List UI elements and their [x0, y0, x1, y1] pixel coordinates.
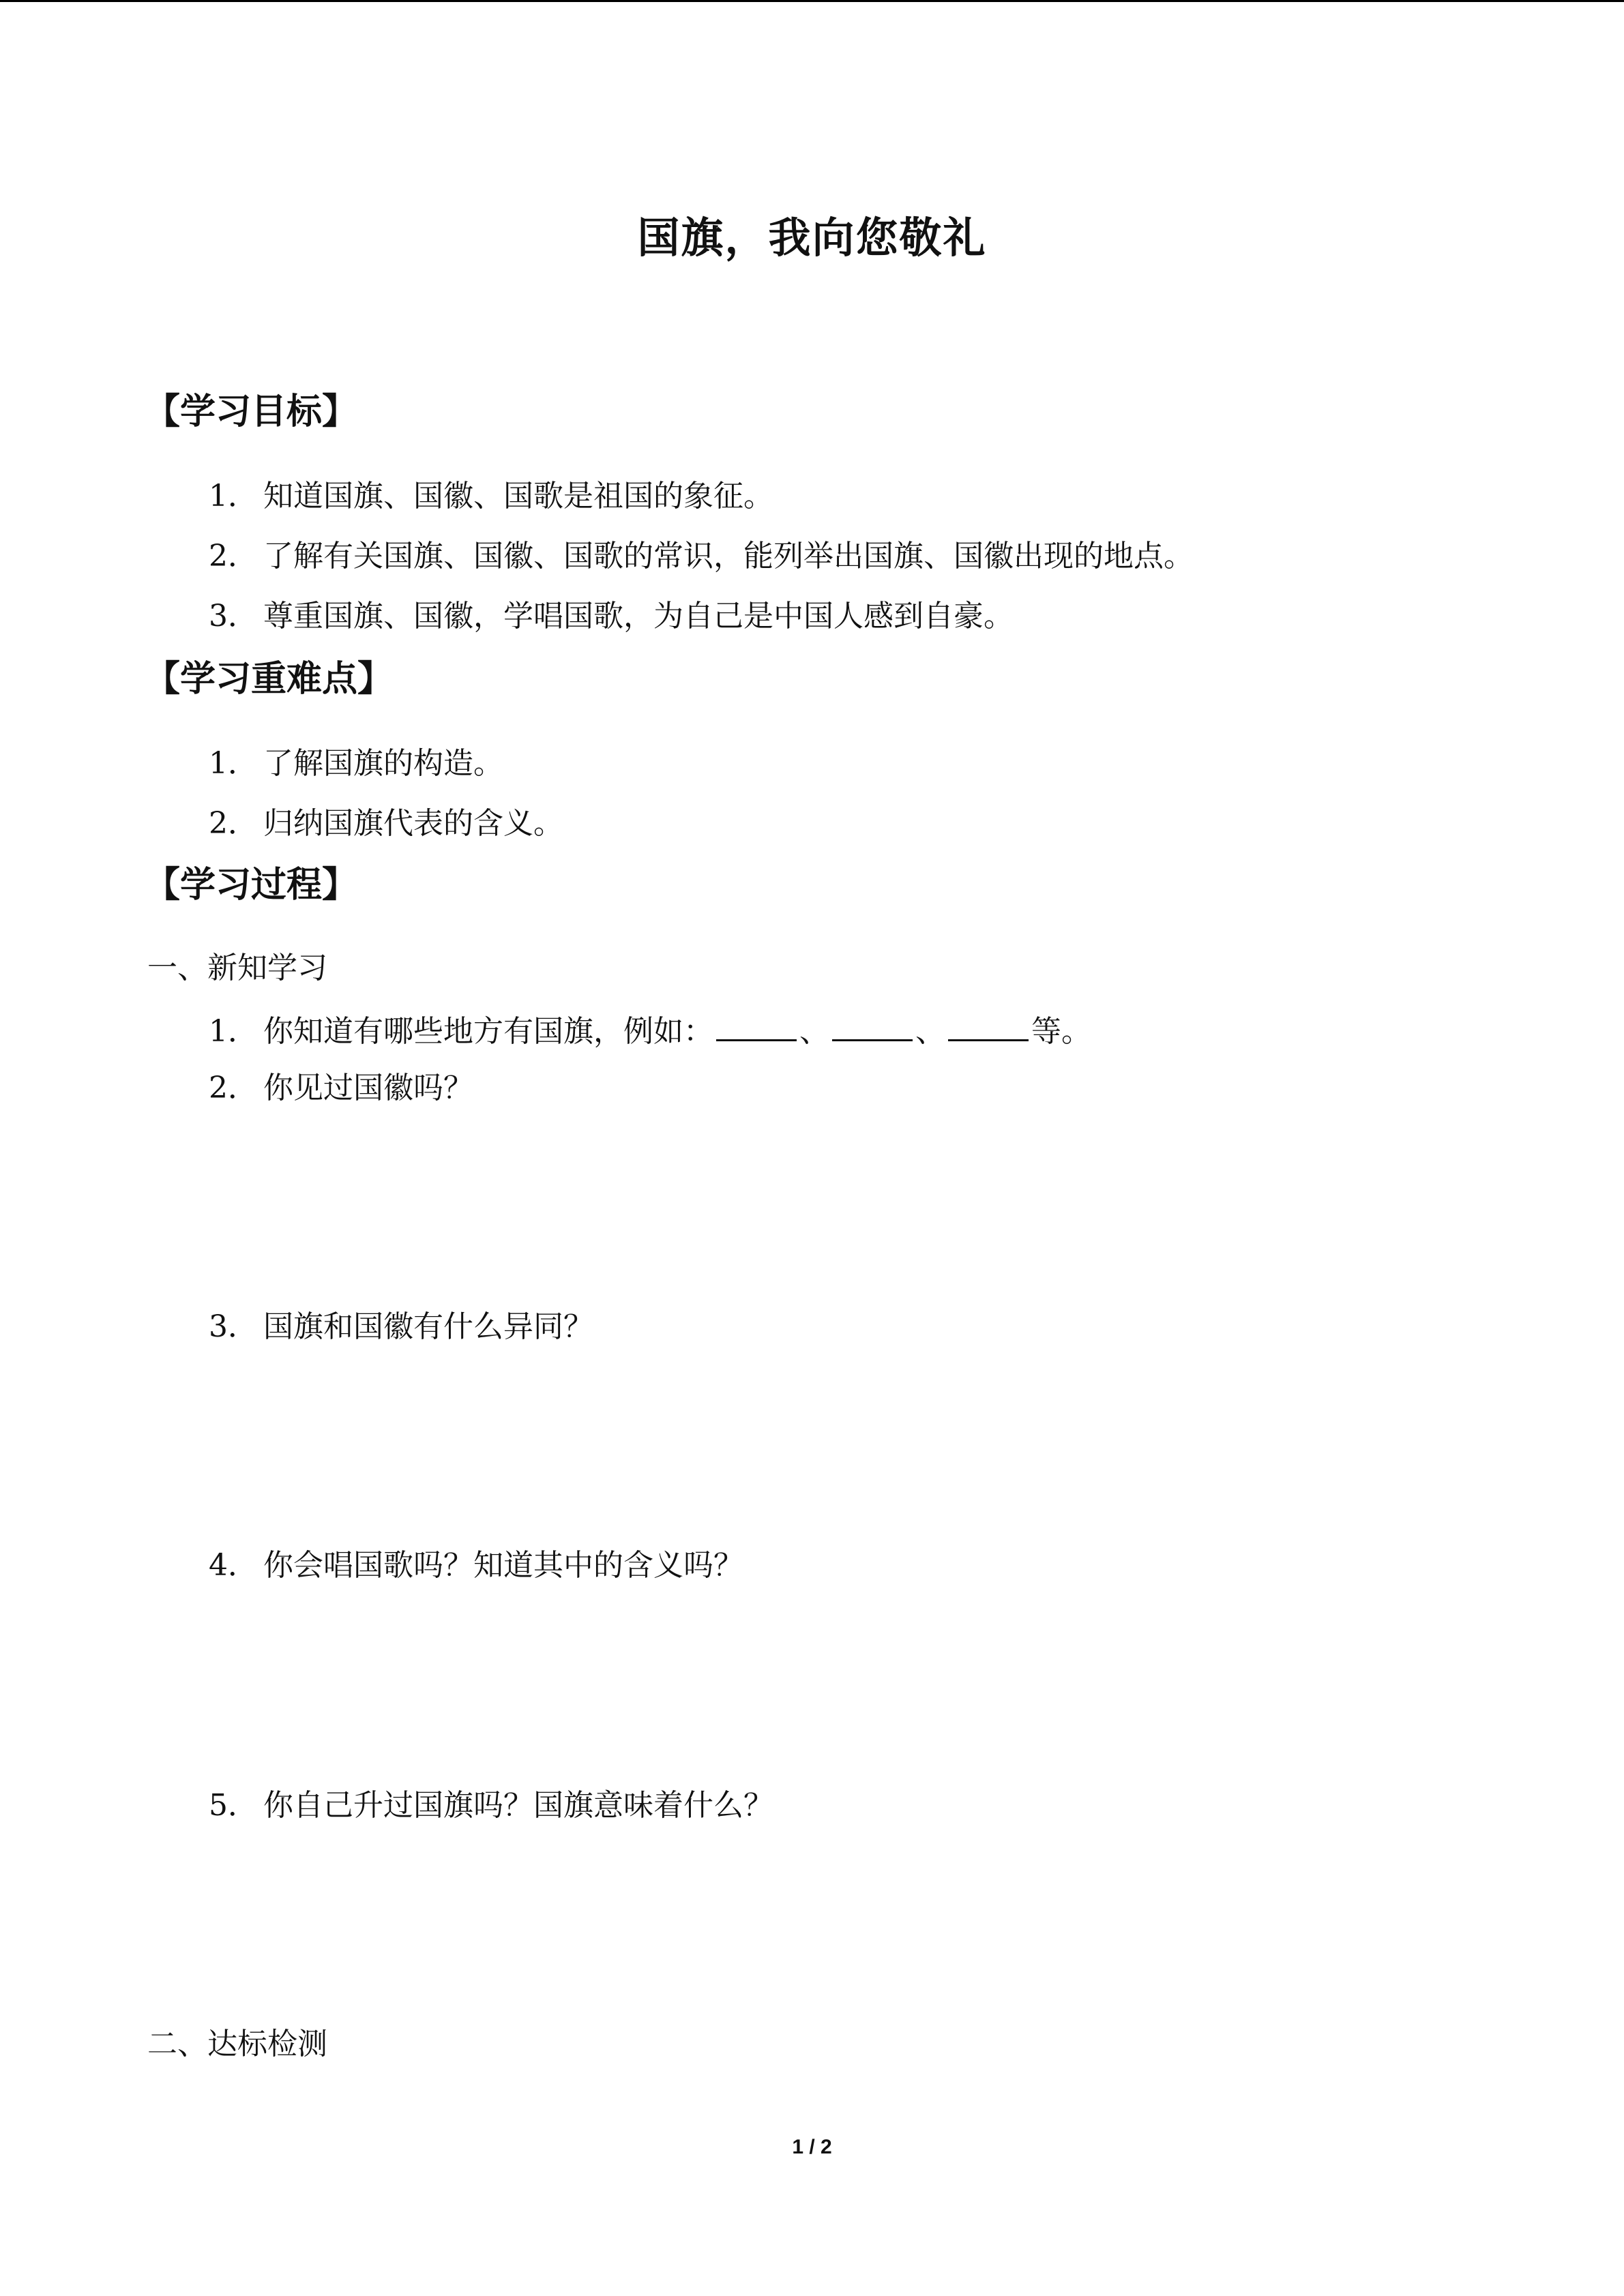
- item-number: 2．: [209, 539, 258, 573]
- question-text: 你会唱国歌吗？知道其中的含义吗？: [263, 1548, 743, 1583]
- item-number: 2．: [209, 806, 258, 841]
- part-heading-assessment: 二、达标检测: [147, 2027, 327, 2061]
- question-text: 你见过国徽吗？: [263, 1071, 473, 1105]
- item-number: 1．: [209, 746, 258, 781]
- question-item: [209, 1788, 773, 1823]
- process-heading: 【学习过程】: [145, 864, 358, 906]
- item-number: 1．: [209, 1014, 258, 1049]
- item-text: 归纳国旗代表的含义。: [263, 806, 563, 841]
- item-text: 了解国旗的构造。: [263, 746, 503, 781]
- question-item: [209, 1073, 473, 1103]
- key-point-item: [209, 806, 563, 841]
- question-text: 你知道有哪些地方有国旗，例如：: [263, 1014, 713, 1049]
- question-item: [209, 1548, 743, 1583]
- question-item: [209, 1013, 1091, 1047]
- objective-item: [209, 601, 1014, 631]
- objective-item: [209, 481, 773, 511]
- separator: 、: [915, 1014, 945, 1049]
- key-point-item: [209, 746, 503, 781]
- item-number: 2．: [209, 1071, 258, 1105]
- objective-item: [209, 541, 1194, 571]
- item-text: 了解有关国旗、国徽、国歌的常识，能列举出国旗、国徽出现的地点。: [263, 539, 1194, 573]
- item-text: 尊重国旗、国徽，学唱国歌，为自己是中国人感到自豪。: [263, 599, 1014, 633]
- item-number: 4．: [209, 1548, 258, 1583]
- item-text: 知道国旗、国徽、国歌是祖国的象征。: [263, 479, 773, 513]
- question-text: 你自己升过国旗吗？国旗意味着什么？: [263, 1788, 773, 1823]
- page-number: 1 / 2: [792, 2136, 832, 2158]
- question-text: 国旗和国徽有什么异同？: [263, 1309, 593, 1344]
- objectives-heading: 【学习目标】: [145, 391, 358, 432]
- page-top-border: [0, 0, 1624, 2]
- fill-blank[interactable]: [948, 1013, 1029, 1041]
- separator: 、: [799, 1014, 829, 1049]
- item-number: 3．: [209, 599, 258, 633]
- item-number: 5．: [209, 1788, 258, 1823]
- item-number: 3．: [209, 1309, 258, 1344]
- item-number: 1．: [209, 479, 258, 513]
- part-heading-new-knowledge: 一、新知学习: [147, 951, 327, 985]
- fill-blank[interactable]: [832, 1013, 913, 1041]
- key-points-heading: 【学习重难点】: [145, 658, 394, 700]
- fill-blank[interactable]: [716, 1013, 797, 1041]
- question-suffix: 等。: [1031, 1014, 1091, 1049]
- question-item: [209, 1309, 593, 1344]
- document-title: 国旗，我向您敬礼: [637, 213, 987, 263]
